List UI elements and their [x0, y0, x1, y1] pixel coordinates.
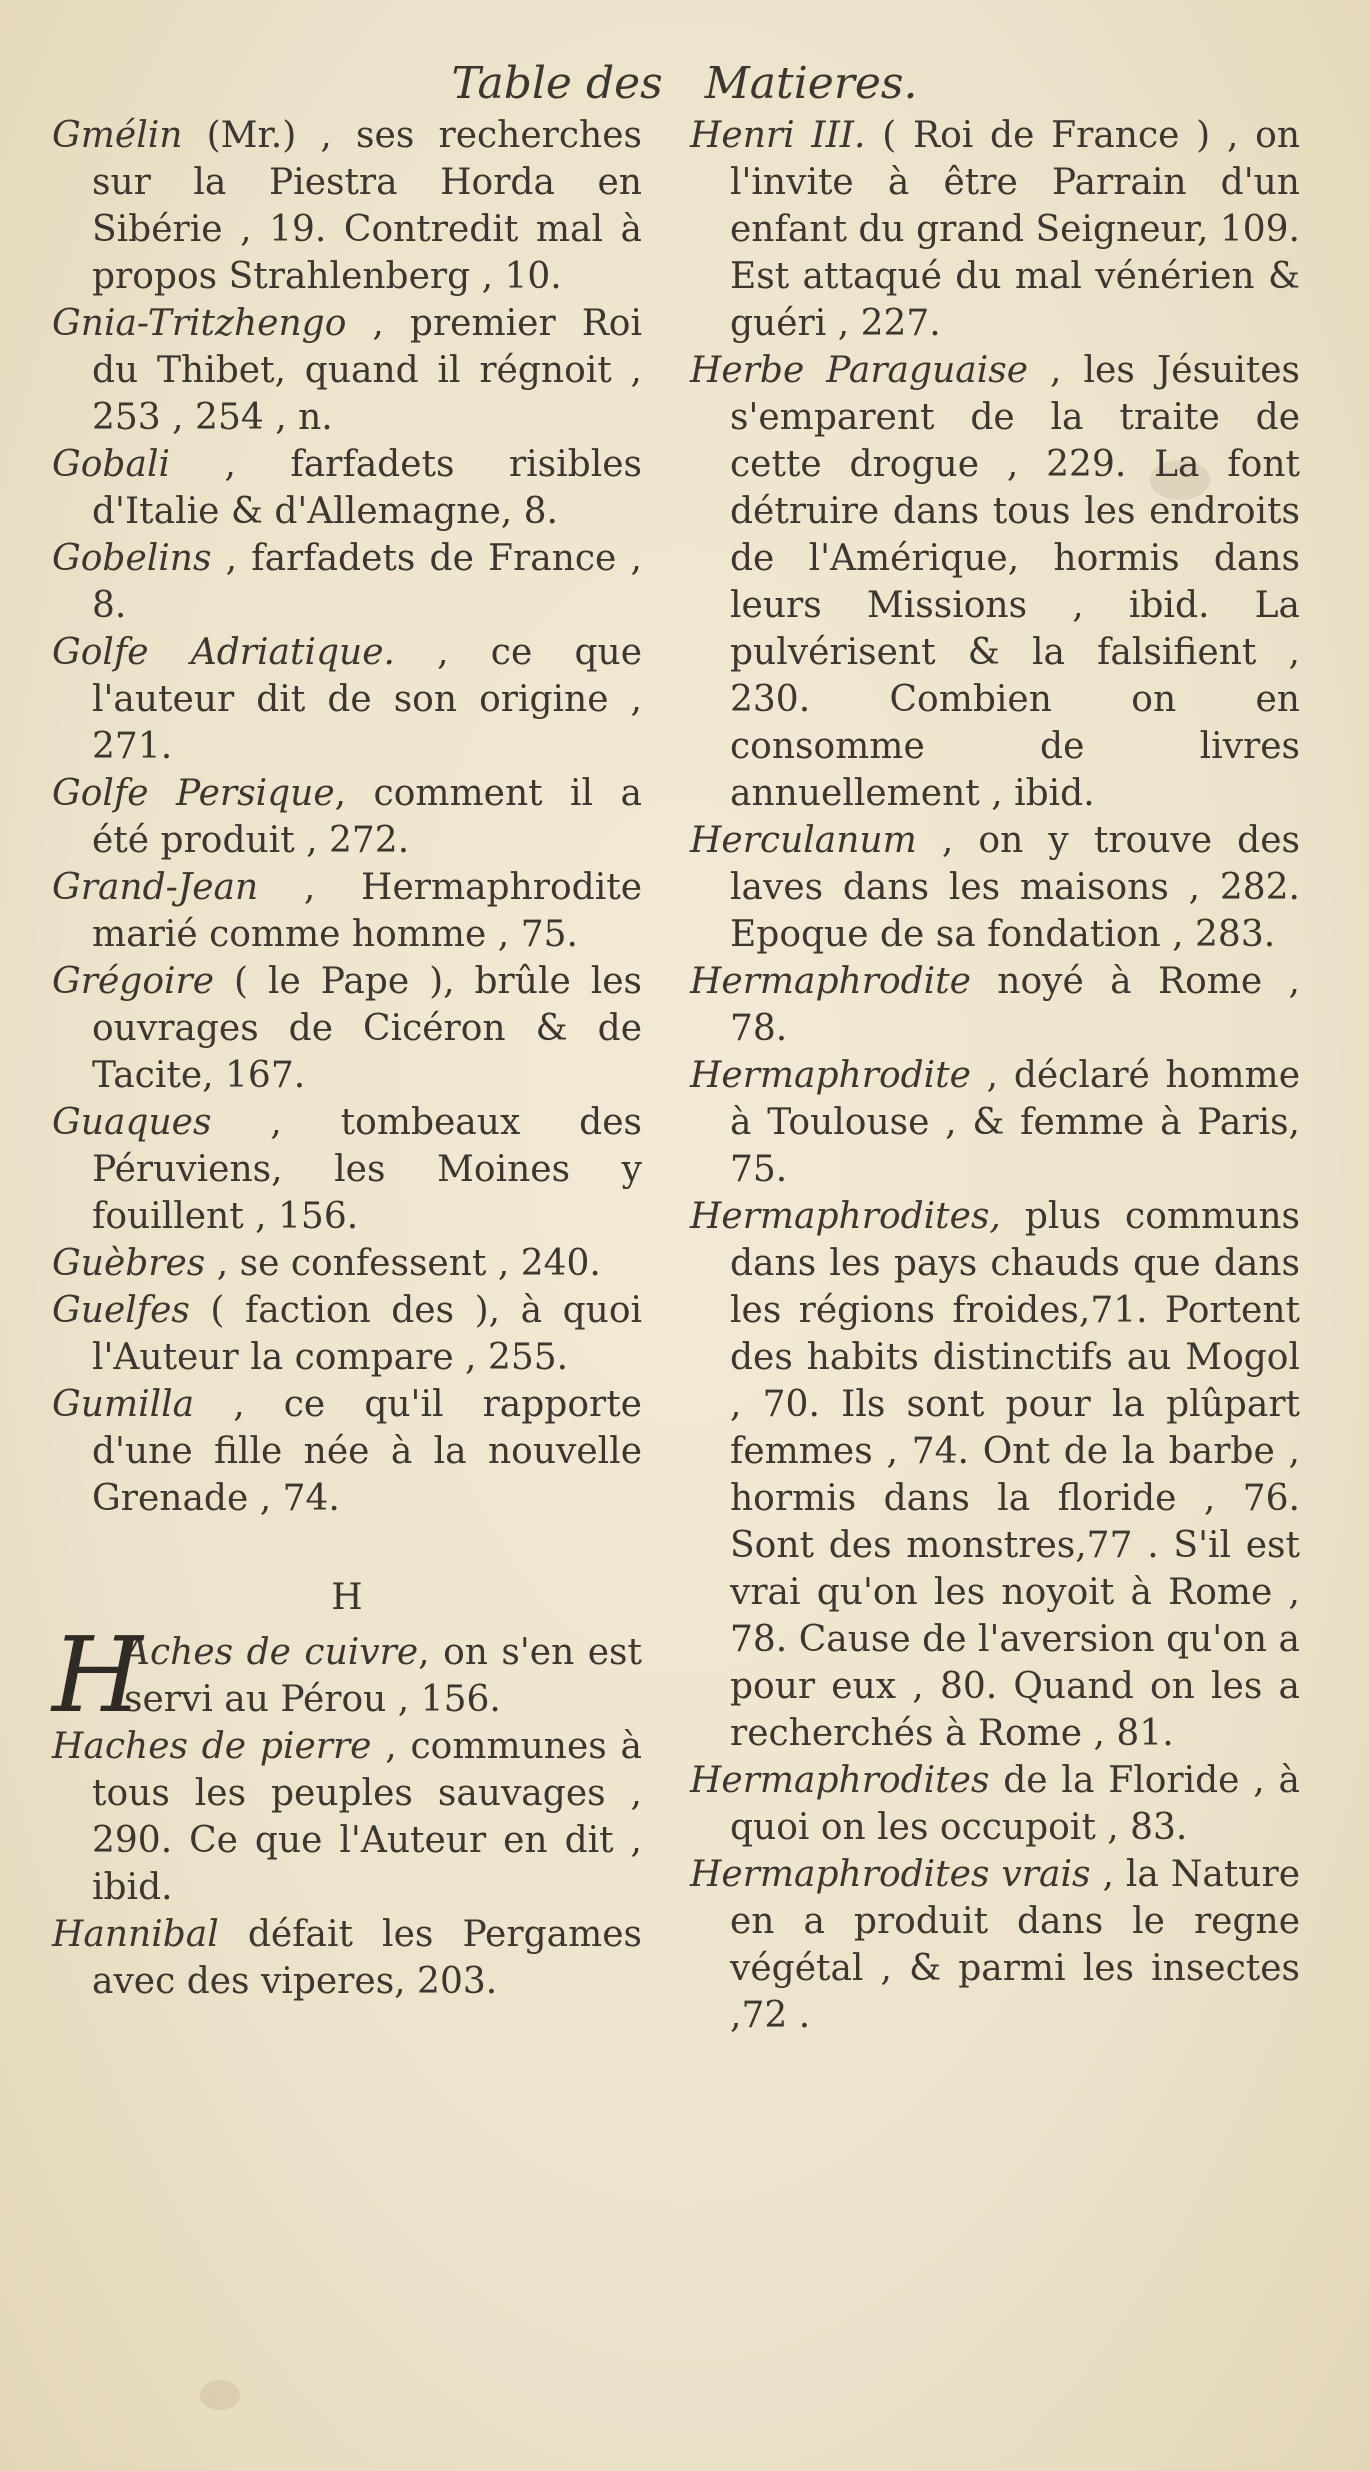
- left-column: [52, 112, 642, 2005]
- index-entry: Golfe Adriatique. , ce que l'auteur dit de son origine , 271.: [52, 632, 642, 767]
- index-entry: Herculanum , on y trouve des laves dans les maisons , 282. Epoque de sa fondation , 283.: [690, 820, 1300, 955]
- index-entry: Hermaphrodite , déclaré homme à Toulouse , & femme à Paris, 75.: [690, 1055, 1300, 1190]
- paper-stain: [200, 2380, 240, 2410]
- index-entry: Guelfes ( faction des ), à quoi l'Auteur la compare , 255.: [52, 1290, 642, 1378]
- index-entry: Gobelins , farfadets de France , 8.: [52, 538, 642, 626]
- index-entry: Herbe Paraguaise , les Jésuites s'emparent de la traite de cette drogue , 229. La font détruire dans tous les endroits de l'Amérique, hormis dans leurs Missions , ibid. La pulvérisent & la falsifient , 230. Combien on en consomme de livres annuellement , ibid.: [690, 350, 1300, 814]
- index-entry: Haches de pierre , communes à tous les peuples sauvages , 290. Ce que l'Auteur en dit , ibid.: [52, 1726, 642, 1908]
- index-entry: Guèbres , se confessent , 240.: [52, 1243, 601, 1284]
- index-entry: Henri III. ( Roi de France ) , on l'invite à être Parrain d'un enfant du grand Seigneur, 109. Est attaqué du mal vénérien & guéri , 227.: [690, 115, 1301, 344]
- running-header: [0, 58, 1369, 109]
- index-entry: Hermaphrodites de la Floride , à quoi on les occupoit , 83.: [690, 1760, 1300, 1848]
- header-left: Table des: [451, 58, 663, 109]
- index-entry: Grand-Jean , Hermaphrodite marié comme homme , 75.: [52, 867, 642, 955]
- drop-capital: H: [52, 1614, 143, 1736]
- index-entry: Hermaphrodites, plus communs dans les pays chauds que dans les régions froides,71. Portent des habits distinctifs au Mogol , 70. Ils sont pour la plûpart femmes , 74. Ont de la barbe , hormis dans la floride , 76. Sont des monstres,77 . S'il est vrai qu'on les noyoit à Rome , 78. Cause de l'aversion qu'on a pour eux , 80. Quand on les a recherchés à Rome , 81.: [690, 1196, 1300, 1754]
- header-right: Matieres.: [704, 58, 918, 109]
- index-entry: Guaques , tombeaux des Péruviens, les Moines y fouillent , 156.: [52, 1102, 642, 1237]
- index-entry: Gnia-Tritzhengo , premier Roi du Thibet, quand il régnoit , 253 , 254 , n.: [52, 303, 642, 438]
- index-entry: Gmélin (Mr.) , ses recherches sur la Piestra Horda en Sibérie , 19. Contredit mal à propos Strahlenberg , 10.: [52, 115, 642, 297]
- index-entry: Golfe Persique, comment il a été produit , 272.: [52, 773, 642, 861]
- index-entry: Grégoire ( le Pape ), brûle les ouvrages de Cicéron & de Tacite, 167.: [52, 961, 642, 1096]
- index-entry: Hermaphrodites vrais , la Nature en a produit dans le regne végétal , & parmi les insectes ,72 .: [690, 1854, 1300, 2036]
- dropcap-entry: H Aches de cuivre, on s'en est servi au Pérou , 156.: [52, 1614, 642, 1736]
- section-letter-heading: H: [331, 1577, 363, 1618]
- index-entry: Hannibal défait les Pergames avec des viperes, 203.: [52, 1914, 642, 2002]
- index-entry: Gobali , farfadets risibles d'Italie & d'Allemagne, 8.: [52, 444, 642, 532]
- index-entry: Hermaphrodite noyé à Rome , 78.: [690, 961, 1300, 1049]
- index-entry: Gumilla , ce qu'il rapporte d'une fille née à la nouvelle Grenade , 74.: [52, 1384, 642, 1519]
- right-column: [690, 112, 1300, 2039]
